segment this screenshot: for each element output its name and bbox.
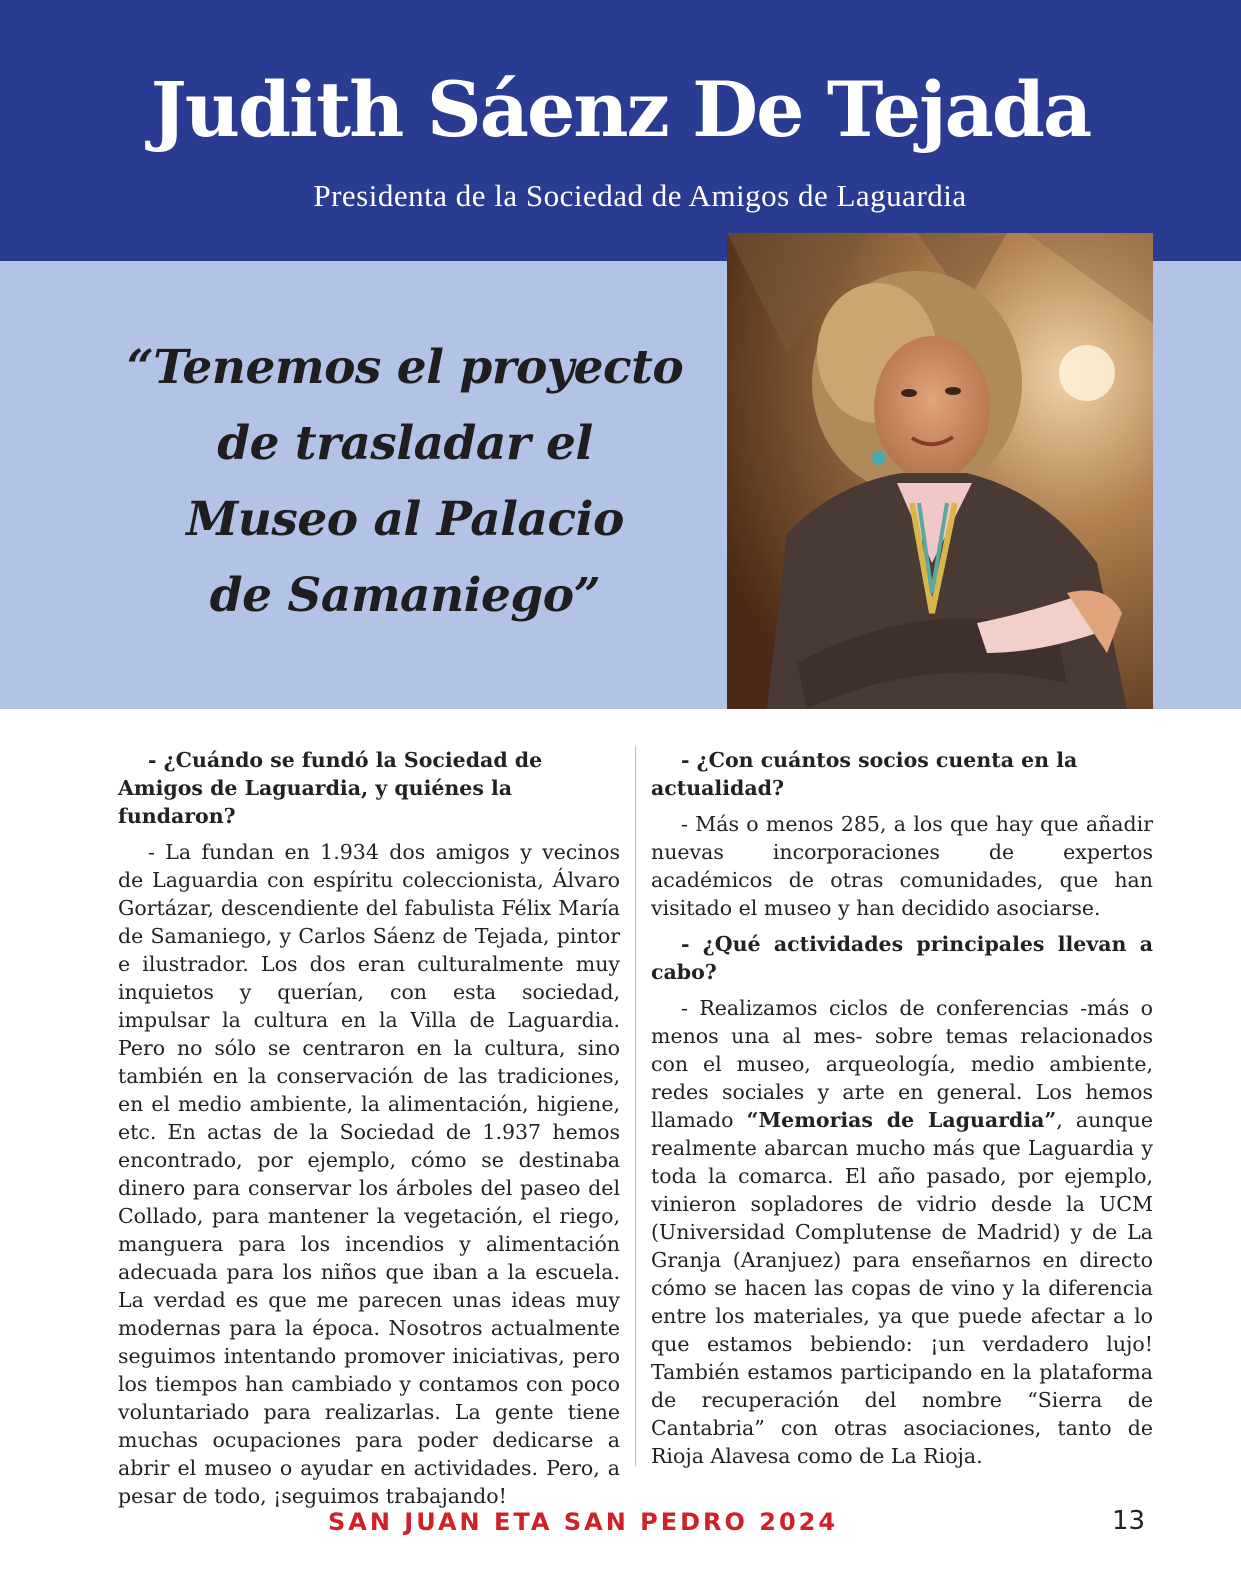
pull-quote — [110, 330, 700, 634]
interviewee-name: Judith Sáenz De Tejada — [150, 65, 1091, 154]
interviewee-role: Presidenta de la Sociedad de Amigos de Laguardia — [313, 178, 967, 213]
pull-quote-line: de trasladar el — [217, 416, 593, 471]
interview-question: - ¿Con cuántos socios cuenta en la actualidad? — [651, 748, 1078, 800]
conference-series-name: “Memorias de Laguardia” — [746, 1108, 1057, 1132]
interview-answer: - Más o menos 285, a los que hay que añadir nuevas incorporaciones de expertos académicos de otras comunidades, que han visitado el museo y han decidido asociarse. — [651, 812, 1153, 920]
pull-quote-line: de Samaniego” — [209, 568, 601, 623]
pull-quote-line: “Tenemos el proyecto — [126, 340, 684, 395]
interview-question: - ¿Cuándo se fundó la Sociedad de Amigos de Laguardia, y quiénes la fundaron? — [118, 748, 543, 828]
portrait-photo — [727, 233, 1153, 709]
page-number: 13 — [1112, 1506, 1146, 1536]
interview-column-right — [651, 746, 1153, 1478]
interview-answer — [651, 994, 1153, 1470]
answer-text: , aunque realmente abarcan mucho más que Laguardia y toda la comarca. El año pasado, por ejemplo, vinieron sopladores de vidrio desde la UCM (Universidad Complutense de Madrid) y de La Granja (Aranjuez) para enseñarnos en directo cómo se hacen las copas de vino y la diferencia entre los materiales, ya que puede afectar a lo que estamos bebiendo: ¡un verdadero lujo! También estamos participando en la plataforma de recuperación del nombre “Sierra de Cantabria” con otras asociaciones, tanto de Rioja Alavesa como de La Rioja. — [651, 1108, 1154, 1468]
pull-quote-line: Museo al Palacio — [186, 492, 624, 547]
column-divider — [635, 746, 636, 1466]
interview-column-left — [118, 746, 620, 1518]
interview-question: - ¿Qué actividades principales llevan a cabo? — [651, 932, 1153, 984]
interview-answer: - La fundan en 1.934 dos amigos y vecinos de Laguardia con espíritu coleccionista, Álvaro Gortázar, descendiente del fabulista Félix María de Samaniego, y Carlos Sáenz de Tejada, pintor e ilustrador. Los dos eran culturalmente muy inquietos y querían, con esta sociedad, impulsar la cultura en la Villa de Laguardia. Pero no sólo se centraron en la cultura, sino también en la conservación de las tradiciones, en el medio ambiente, la alimentación, higiene, etc. En actas de la Sociedad de 1.937 hemos encontrado, por ejemplo, cómo se destinaba dinero para conservar los árboles del paseo del Collado, para mantener la vegetación, el riego, manguera para los incendios y alimentación adecuada para los niños que iban a la escuela. La verdad es que me parecen unas ideas muy modernas para la época. Nosotros actualmente seguimos intentando promover iniciativas, pero los tiempos han cambiado y contamos con poco voluntariado para realizarlas. La gente tiene muchas ocupaciones para poder dedicarse a abrir el museo o ayudar en actividades. Pero, a pesar de todo, ¡seguimos trabajando! — [118, 840, 620, 1508]
footer-publication-title: SAN JUAN ETA SAN PEDRO 2024 — [328, 1508, 839, 1536]
answer-text: - Realizamos ciclos de conferencias -más o menos una al mes- sobre temas relacionados con el museo, arqueología, medio ambiente, redes sociales y arte en general. Los hemos llamado — [651, 996, 1153, 1132]
